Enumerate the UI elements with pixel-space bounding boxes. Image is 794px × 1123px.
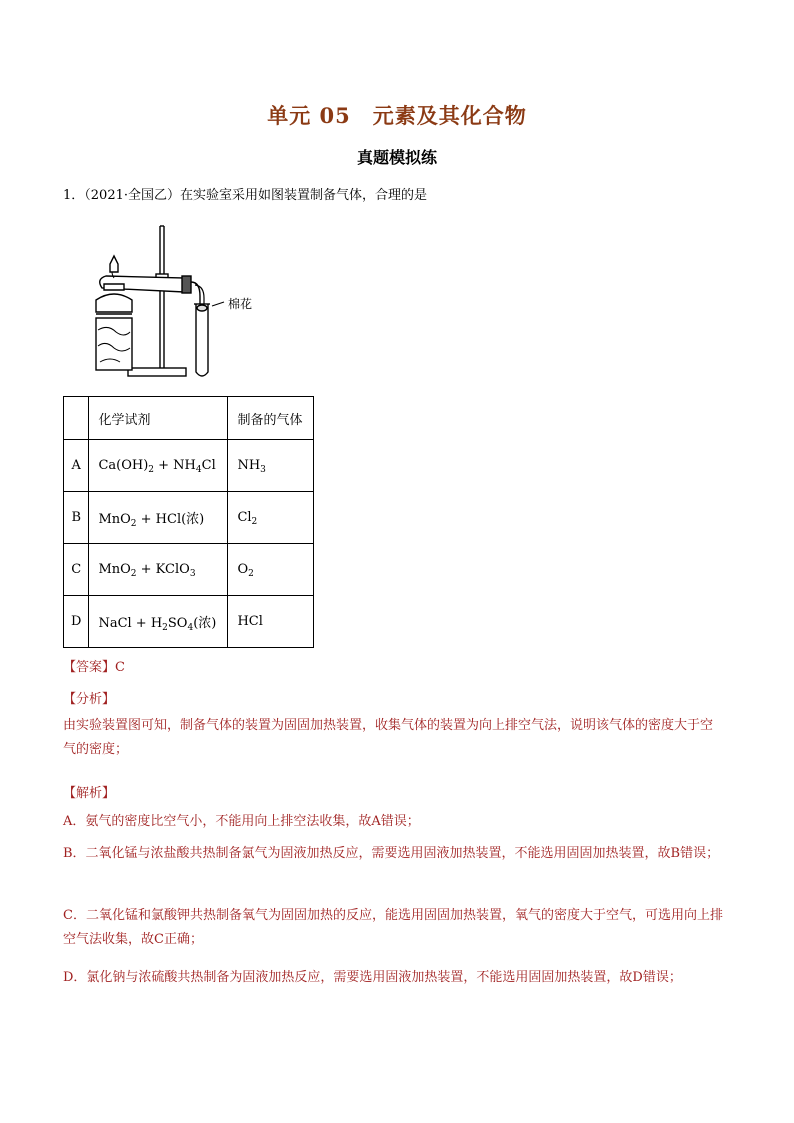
option-gas: $NH_3$ <box>228 440 314 492</box>
explain-label: 【解析】 <box>63 786 116 801</box>
table-row <box>64 596 314 648</box>
table-header-blank <box>64 397 89 440</box>
option-letter: B <box>64 492 89 544</box>
options-table <box>63 396 314 648</box>
option-letter: A <box>64 440 89 492</box>
answer-line: 【答案】C <box>63 660 125 675</box>
option-letter: C <box>64 544 89 596</box>
explain-option-a: A．氨气的密度比空气小，不能用向上排空法收集，故A错误； <box>63 814 420 829</box>
analysis-text: 由实验装置图可知，制备气体的装置为固固加热装置，收集气体的装置为向上排空气法，说明该气体的密度大于空气的密度； <box>63 718 714 757</box>
cotton-label: 棉花 <box>228 297 253 311</box>
explain-option-c: C．二氧化锰和氯酸钾共热制备氧气为固固加热的反应，能选用固固加热装置，氧气的密度大于空气，可选用向上排空气法收集，故C正确； <box>63 908 723 947</box>
option-gas: HCl <box>228 596 314 648</box>
apparatus-figure <box>88 222 288 384</box>
option-gas: $Cl_2$ <box>228 492 314 544</box>
header-gas: 制备的气体 <box>228 397 314 440</box>
question-stem: 1．（2021·全国乙）在实验室采用如图装置制备气体，合理的是 <box>63 188 427 203</box>
page-title: 单元 05 元素及其化合物 <box>267 103 527 128</box>
analysis-label: 【分析】 <box>63 692 116 707</box>
table-row <box>64 440 314 492</box>
page-subtitle: 真题模拟练 <box>356 148 437 167</box>
option-reagent: MnO$_2$ + HCl(浓) <box>89 492 228 544</box>
table-row <box>64 544 314 596</box>
option-reagent: NaCl + $H_2SO_4$(浓) <box>89 596 228 648</box>
explain-option-d: D．氯化钠与浓硫酸共热制备为固液加热反应，需要选用固液加热装置，不能选用固固加热装置，故D错误； <box>63 970 682 985</box>
stand-base <box>128 368 186 376</box>
table-row <box>64 492 314 544</box>
table-header-row <box>64 397 314 440</box>
explain-option-b: B．二氧化锰与浓盐酸共热制备氯气为固液加热反应，需要选用固液加热装置，不能选用固固加热装置，故B错误； <box>63 846 720 861</box>
option-letter: D <box>64 596 89 648</box>
option-reagent: $Ca(OH)_2 + NH_4Cl$ <box>89 440 228 492</box>
header-reagent: 化学试剂 <box>89 397 228 440</box>
option-gas: $O_2$ <box>228 544 314 596</box>
apparatus-drawing <box>88 222 288 384</box>
option-reagent: MnO$_2$ + KClO$_3$ <box>89 544 228 596</box>
